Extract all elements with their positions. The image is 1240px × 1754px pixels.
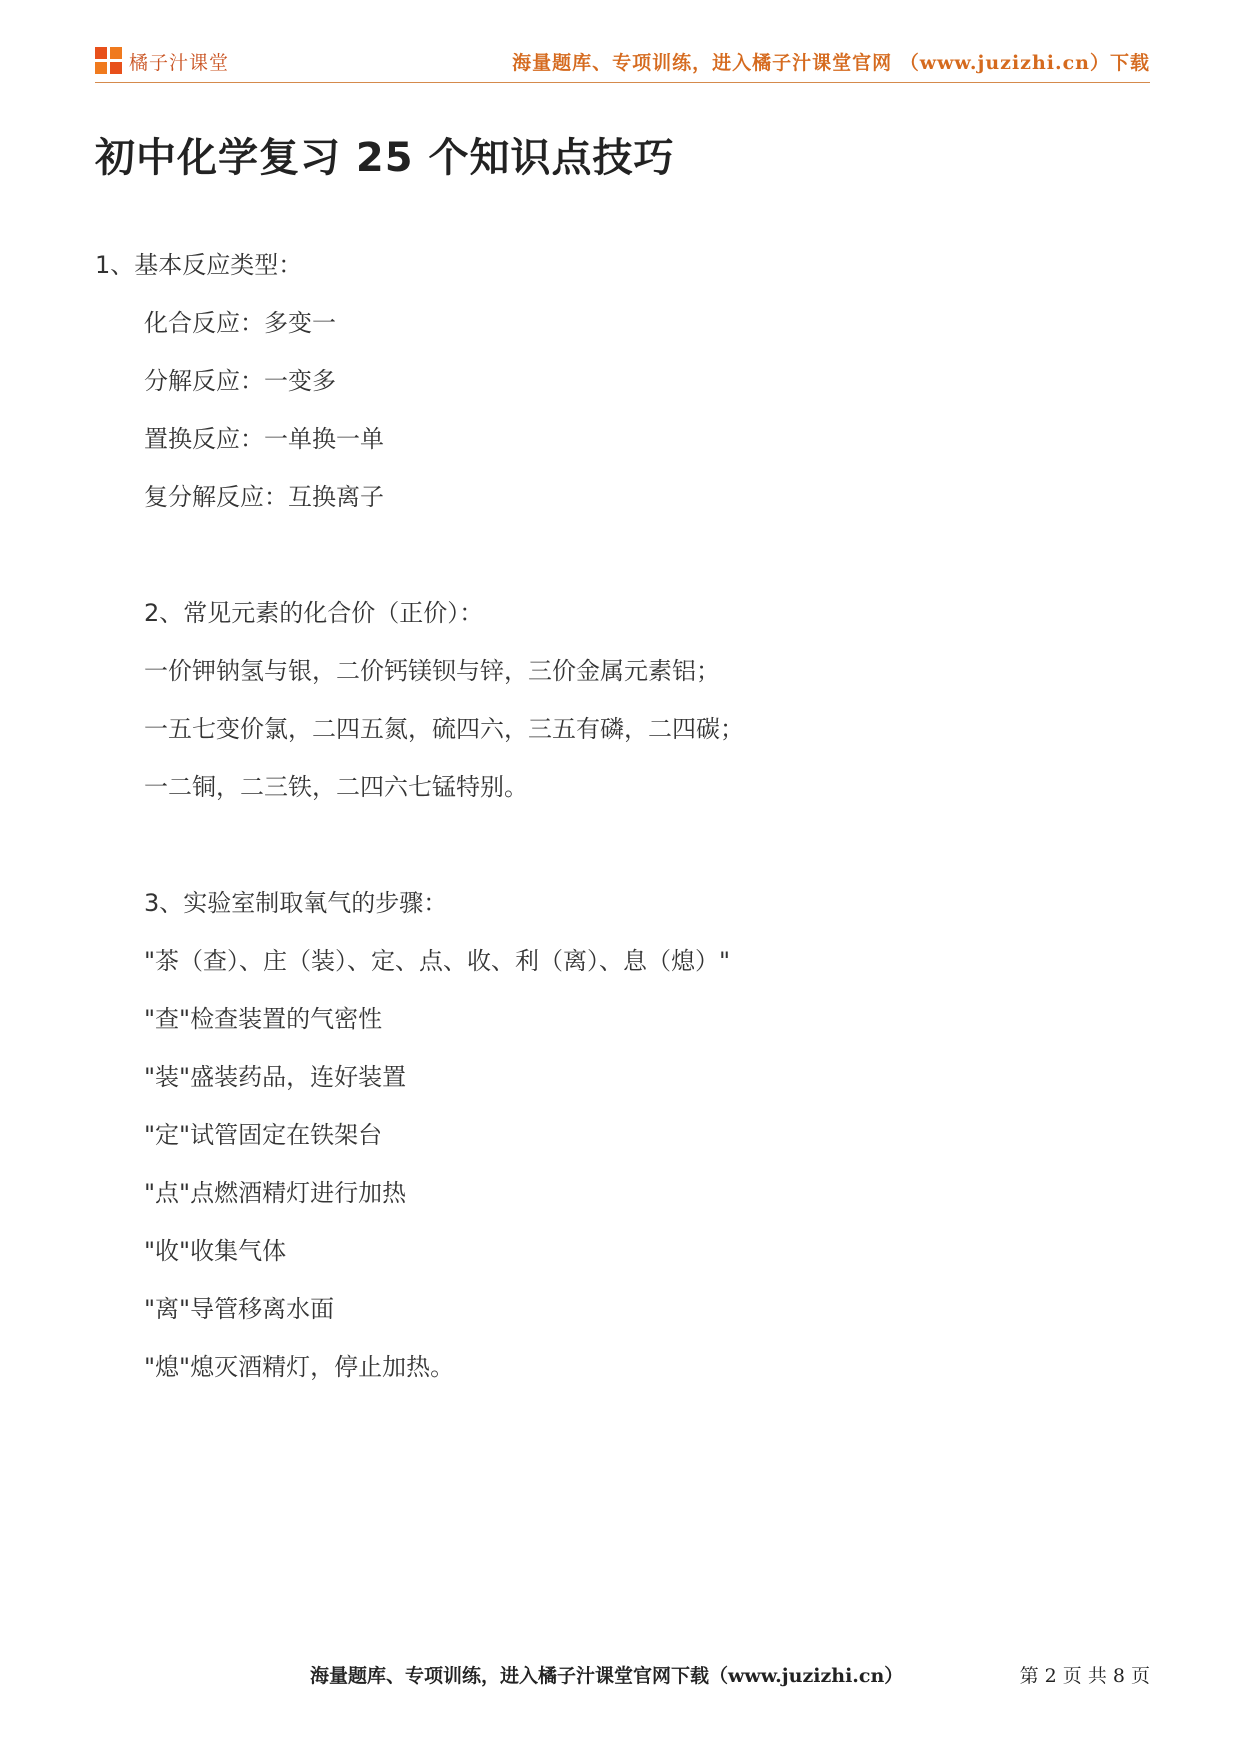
header-slogan: 海量题库、专项训练，进入橘子汁课堂官网 （www.juzizhi.cn）下载 [512,52,1150,74]
logo [95,46,229,76]
section-line: 一二铜，二三铁，二四六七锰特别。 [144,773,528,801]
section-line: "定"试管固定在铁架台 [144,1121,383,1149]
section-line: 一五七变价氯，二四五氮，硫四六，三五有磷，二四碳； [144,715,744,743]
section-line: 一价钾钠氢与银，二价钙镁钡与锌，三价金属元素铝； [144,657,720,685]
section-line: 分解反应：一变多 [144,367,336,395]
section-line: "熄"熄灭酒精灯，停止加热。 [144,1353,455,1381]
section-line: "茶（查）、庄（装）、定、点、收、利（离）、息（熄）" [144,947,731,975]
section-line: 复分解反应：互换离子 [144,483,384,511]
page-header [95,40,1150,83]
section-line: "查"检查装置的气密性 [144,1005,383,1033]
page-title: 初中化学复习 25 个知识点技巧 [95,135,675,181]
section-heading: 2、常见元素的化合价（正价）： [144,599,484,627]
logo-icon [95,47,123,75]
section-line: 化合反应：多变一 [144,309,336,337]
footer-slogan: 海量题库、专项训练，进入橘子汁课堂官网下载（www.juzizhi.cn） [310,1665,904,1687]
page-footer [95,1661,1150,1691]
section-line: "收"收集气体 [144,1237,287,1265]
section-line: "离"导管移离水面 [144,1295,335,1323]
section-line: "装"盛装药品，连好装置 [144,1063,407,1091]
section-heading: 3、实验室制取氧气的步骤： [144,889,448,917]
page-number: 第 2 页 共 8 页 [1019,1665,1150,1687]
section-heading: 1、基本反应类型： [95,251,303,279]
section-line: "点"点燃酒精灯进行加热 [144,1179,407,1207]
logo-text: 橘子汁课堂 [129,51,230,74]
section-line: 置换反应：一单换一单 [144,425,384,453]
